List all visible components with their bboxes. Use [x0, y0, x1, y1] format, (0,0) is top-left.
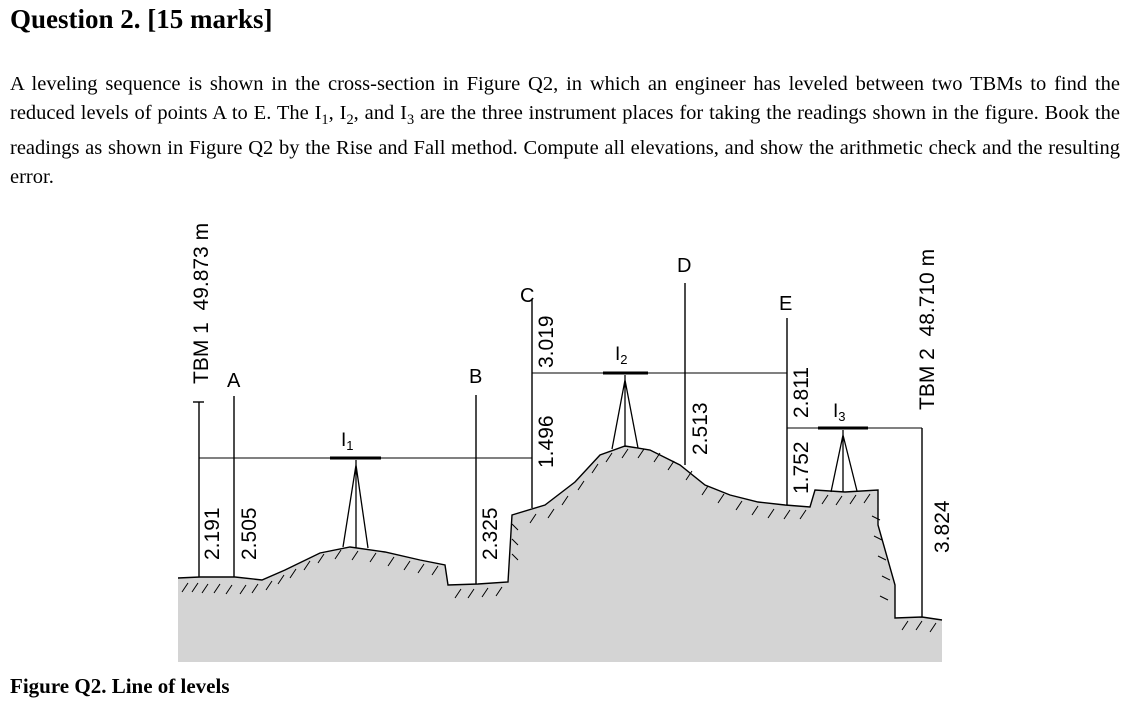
- instrument-label-i2: $I_2$: [615, 344, 628, 367]
- point-label-b: B: [469, 366, 483, 388]
- question-subscript: 2: [346, 111, 354, 128]
- reading-e-foresight: 2.811: [790, 367, 813, 418]
- question-text-part: are the three instrument places for taking the readings shown in the figure. Book the readings as shown in Figure Q2 by the Rise and Fall method. Compute all elevations, and show the arithmetic check and the resulting error.: [10, 101, 1120, 188]
- figure-caption: Figure Q2. Line of levels: [10, 674, 230, 698]
- question-subscript: 1: [321, 111, 329, 128]
- reading-tbm2-foresight: 3.824: [931, 500, 954, 553]
- point-label-e: E: [779, 293, 793, 315]
- reading-e-backsight: 1.752: [790, 441, 813, 494]
- reading-d: 2.513: [689, 402, 712, 455]
- tbm1-label: TBM 1 49.873 m: [190, 222, 213, 384]
- ground-cross-section: [178, 446, 942, 662]
- instrument-label-i3: $I_3$: [833, 401, 846, 424]
- instrument-i3: [818, 428, 868, 492]
- point-label-a: A: [227, 370, 241, 392]
- instrument-i1: [330, 458, 381, 548]
- lines-of-sight: [199, 373, 922, 458]
- point-label-c: C: [520, 285, 535, 307]
- instrument-label-i1: $I_1$: [341, 430, 354, 453]
- point-label-d: D: [677, 255, 692, 277]
- instrument-i2: [603, 373, 648, 449]
- reading-tbm1-backsight: 2.191: [201, 507, 224, 560]
- question-text-part: , and I: [353, 101, 407, 124]
- reading-b-foresight: 2.325: [479, 507, 502, 560]
- reading-c: 3.019: [535, 315, 558, 368]
- reading-a: 2.505: [238, 507, 261, 560]
- tbm2-label: TBM 2 48.710 m: [916, 248, 939, 410]
- question-heading: Question 2. [15 marks]: [10, 4, 273, 34]
- question-text-part: , I: [328, 101, 347, 124]
- reading-b-backsight: 1.496: [535, 415, 558, 468]
- question-subscript: 3: [406, 111, 415, 128]
- question-text-part: A leveling sequence is shown in the cross-section in Figure Q2, in which an engineer has leveled between two TBMs to find the reduced levels of points A to E. The I: [10, 73, 1120, 124]
